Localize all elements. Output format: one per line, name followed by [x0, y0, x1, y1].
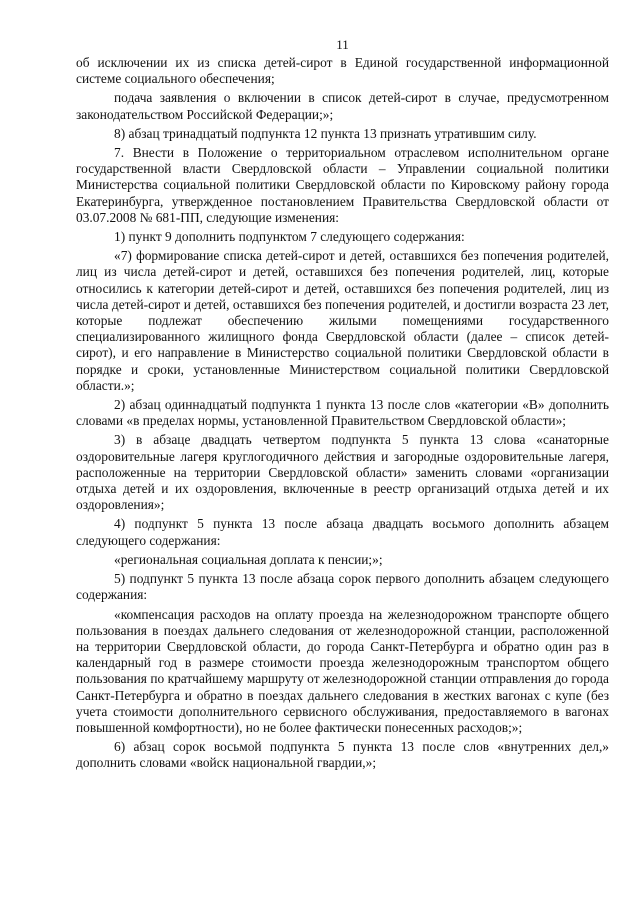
paragraph-8: 3) в абзаце двадцать четвертом подпункта 5 пункта 13 слова «санаторные оздоровительные лагеря круглогодичного действия и загородные оздоровительные лагеря, расположенные на территории Свердловской области» заменить словами «организации отдыха детей и их оздоровления, включенные в реестр организаций отдыха детей и их оздоровления»; [76, 432, 609, 513]
paragraph-9: 4) подпункт 5 пункта 13 после абзаца двадцать восьмого дополнить абзацем следующего содержания: [76, 516, 609, 548]
paragraph-4: 7. Внести в Положение о территориальном отраслевом исполнительном органе государственной власти Свердловской области – Управлении социальной политики Министерства социальной политики Свердловской области по Кировскому району города Екатеринбурга, утвержденное постановлением Правительства Свердловской области от 03.07.2008 № 681-ПП, следующие изменения: [76, 145, 609, 225]
paragraph-6: «7) формирование списка детей-сирот и детей, оставшихся без попечения родителей, лиц из числа детей-сирот и детей, оставшихся без попечения родителей, лиц, которые относились к категории детей-сирот и детей, оставшихся без попечения родителей, лиц из числа детей-сирот и детей, оставшихся без попечения родителей, и достигли возраста 23 лет, которые подлежат обеспечению жилыми помещениями государственного специализированного жилищного фонда Свердловской области (далее – список детей-сирот), и его направление в Министерство социальной политики Свердловской области в порядке и сроки, установленные Министерством социальной политики Свердловской области.»; [76, 248, 609, 393]
paragraph-10: «региональная социальная доплата к пенсии;»; [114, 551, 383, 567]
document-page [76, 36, 609, 775]
paragraph-12: «компенсация расходов на оплату проезда на железнодорожном транспорте общего пользования в поездах дальнего следования от железнодорожной станции, расположенной на территории Свердловской области, до города Санкт-Петербурга и обратно один раз в календарный год в размере стоимости проезда железнодорожным транспортом общего пользования по кратчайшему маршруту от железнодорожной станции отправления до города Санкт-Петербурга и обратно в поездах дальнего следования в жестких вагонах с купе (без учета стоимости дополнительного сервисного обслуживания, предоставляемого в вагонах повышенной комфортности), но не более фактически понесенных расходов;»; [76, 606, 609, 735]
paragraph-2: подача заявления о включении в список детей-сирот в случае, предусмотренном законодательством Российской Федерации;»; [76, 90, 609, 122]
paragraph-1: об исключении их из списка детей-сирот в Единой государственной информационной системе социального обеспечения; [76, 55, 609, 87]
paragraph-13: 6) абзац сорок восьмой подпункта 5 пункта 13 после слов «внутренних дел,» дополнить словами «войск национальной гвардии,»; [76, 739, 609, 771]
page-number: 11 [336, 37, 349, 52]
paragraph-5: 1) пункт 9 дополнить подпунктом 7 следующего содержания: [114, 229, 465, 245]
paragraph-11: 5) подпункт 5 пункта 13 после абзаца сорок первого дополнить абзацем следующего содержания: [76, 571, 609, 603]
paragraph-3: 8) абзац тринадцатый подпункта 12 пункта 13 признать утратившим силу. [114, 125, 537, 141]
paragraph-7: 2) абзац одиннадцатый подпункта 1 пункта 13 после слов «категории «В» дополнить словами «в пределах нормы, установленной Правительством Свердловской области»; [76, 397, 609, 429]
